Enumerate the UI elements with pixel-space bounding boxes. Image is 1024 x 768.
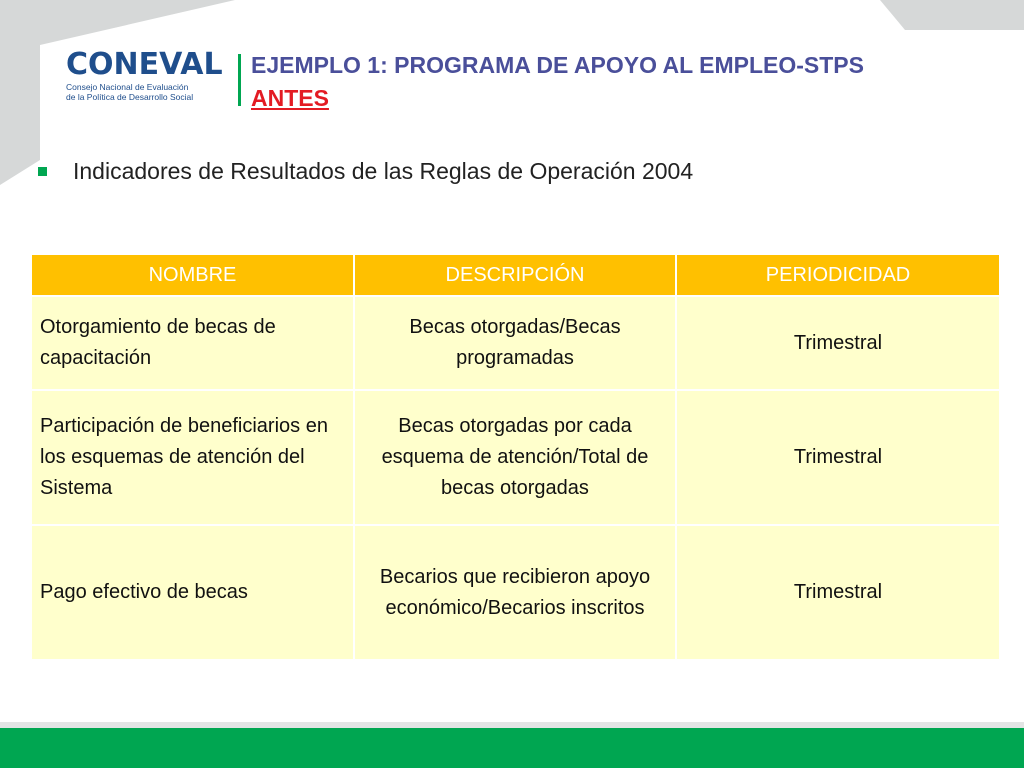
coneval-logo <box>66 47 223 110</box>
cell-nombre: Otorgamiento de becas de capacitación <box>31 296 354 390</box>
cell-descripcion: Becarios que recibieron apoyo económico/Becarios inscritos <box>354 525 676 660</box>
bullet-item <box>38 158 693 185</box>
table-header-row <box>31 254 1000 296</box>
cell-periodicidad: Trimestral <box>676 525 1000 660</box>
header-periodicidad: PERIODICIDAD <box>676 254 1000 296</box>
slide-title: EJEMPLO 1: PROGRAMA DE APOYO AL EMPLEO-STPS <box>251 52 864 78</box>
header-divider <box>238 54 241 106</box>
cell-nombre: Pago efectivo de becas <box>31 525 354 660</box>
header-nombre: NOMBRE <box>31 254 354 296</box>
cell-periodicidad: Trimestral <box>676 390 1000 525</box>
footer-bar <box>0 728 1024 768</box>
indicators-table <box>30 253 1001 661</box>
logo-wordmark: CONEVAL <box>66 47 223 82</box>
header-descripcion: DESCRIPCIÓN <box>354 254 676 296</box>
logo-subtitle-line2: de la Política de Desarrollo Social <box>66 92 194 102</box>
cell-descripcion: Becas otorgadas/Becas programadas <box>354 296 676 390</box>
slide-subtitle: ANTES <box>251 85 329 111</box>
cell-periodicidad: Trimestral <box>676 296 1000 390</box>
logo-subtitle-line1: Consejo Nacional de Evaluación <box>66 82 189 92</box>
bullet-text: Indicadores de Resultados de las Reglas de Operación 2004 <box>73 158 694 184</box>
table-row <box>31 525 1000 660</box>
square-bullet-icon <box>38 167 47 176</box>
table-row <box>31 296 1000 390</box>
table-row <box>31 390 1000 525</box>
cell-nombre: Participación de beneficiarios en los esquemas de atención del Sistema <box>31 390 354 525</box>
cell-descripcion: Becas otorgadas por cada esquema de atención/Total de becas otorgadas <box>354 390 676 525</box>
